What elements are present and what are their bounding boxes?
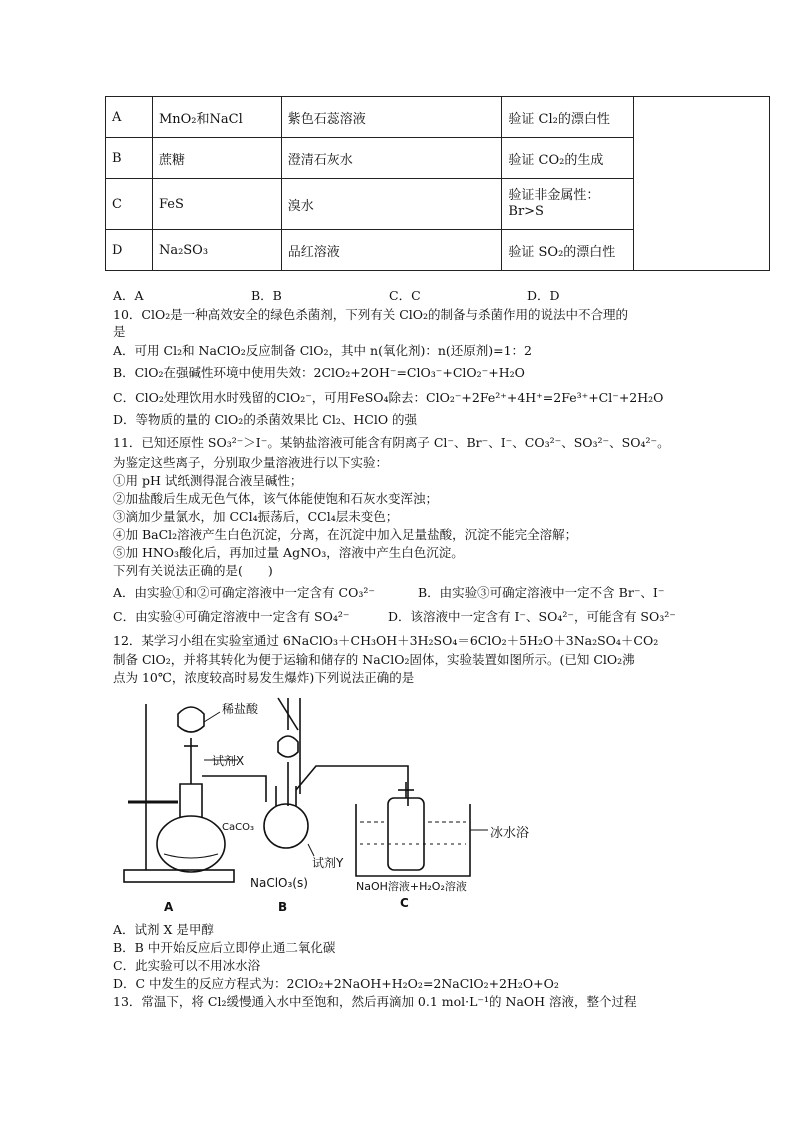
option-letter: B <box>106 138 153 179</box>
q11-choice-c[interactable]: C．由实验④可确定溶液中一定含有 SO₄²⁻ <box>113 609 350 624</box>
q12-choice-b[interactable]: B．B 中开始反应后立即停止通二氧化碳 <box>113 940 336 955</box>
q12-choice-d[interactable]: D．C 中发生的反应方程式为：2ClO₂+2NaOH+H₂O₂=2NaClO₂+2H₂O+O₂ <box>113 976 559 991</box>
option-letter: D <box>106 230 153 271</box>
solution-cell: 澄清石灰水 <box>281 138 502 179</box>
apparatus-figure <box>118 694 538 922</box>
q13-stem: 13．常温下，将 Cl₂缓慢通入水中至饱和，然后再滴加 0.1 mol·L⁻¹的 NaOH 溶液，整个过程 <box>113 994 637 1009</box>
label-solution: NaOH溶液+H₂O₂溶液 <box>356 880 467 893</box>
label-naclo3: NaClO₃(s) <box>250 876 308 890</box>
purpose-cell: 验证 CO₂的生成 <box>502 138 634 179</box>
q11-stem: 11．已知还原性 SO₃²⁻＞I⁻。某钠盐溶液可能含有阴离子 Cl⁻、Br⁻、I⁻、CO₃²⁻、SO₃²⁻、SO₄²⁻。 <box>113 435 670 450</box>
label-b: B <box>278 900 288 914</box>
apparatus-drawing <box>118 694 538 922</box>
blank-cell <box>634 97 770 271</box>
reagent-cell: Na₂SO₃ <box>152 230 281 271</box>
q12-stem-cont2: 点为 10℃，浓度较高时易发生爆炸)下列说法正确的是 <box>113 670 415 685</box>
option-letter: C <box>106 179 153 230</box>
q11-ask: 下列有关说法正确的是( ) <box>113 563 273 578</box>
q11-stem-cont: 为鉴定这些离子，分别取少量溶液进行以下实验： <box>113 455 389 470</box>
options-table <box>105 96 770 271</box>
q10-stem: 10．ClO₂是一种高效安全的绿色杀菌剂，下列有关 ClO₂的制备与杀菌作用的说法中不合理的 <box>113 307 629 322</box>
q9-choices <box>113 287 665 304</box>
choice-a[interactable]: A．A <box>113 288 144 303</box>
solution-cell: 溴水 <box>281 179 502 230</box>
q10-choice-c[interactable]: C．ClO₂处理饮用水时残留的ClO₂⁻，可用FeSO₄除去：ClO₂⁻+2Fe²⁺+4H⁺=2Fe³⁺+Cl⁻+2H₂O <box>113 390 664 405</box>
choice-b[interactable]: B．B <box>251 288 282 303</box>
label-a: A <box>164 900 174 914</box>
q11-exp-2: ②加盐酸后生成无色气体，该气体能使饱和石灰水变浑浊； <box>113 491 439 506</box>
q11-exp-3: ③滴加少量氯水，加 CCl₄振荡后，CCl₄层未变色； <box>113 509 399 524</box>
label-hcl: 稀盐酸 <box>222 702 259 716</box>
solution-cell: 紫色石蕊溶液 <box>281 97 502 138</box>
q10-choice-d[interactable]: D．等物质的量的 ClO₂的杀菌效果比 Cl₂、HClO 的强 <box>113 412 418 427</box>
label-reagent-y: 试剂Y <box>312 856 344 870</box>
table-row <box>106 97 770 138</box>
reagent-cell: FeS <box>152 179 281 230</box>
choice-c[interactable]: C．C <box>389 288 421 303</box>
q12-choice-a[interactable]: A．试剂 X 是甲醇 <box>113 922 214 937</box>
choice-d[interactable]: D．D <box>527 288 560 303</box>
q11-exp-1: ①用 pH 试纸测得混合液呈碱性； <box>113 473 303 488</box>
q12-stem-cont: 制备 ClO₂，并将其转化为便于运输和储存的 NaClO₂固体，实验装置如图所示。(已知 ClO₂沸 <box>113 652 635 667</box>
q12-stem: 12．某学习小组在实验室通过 6NaClO₃＋CH₃OH＋3H₂SO₄＝6ClO₂＋5H₂O＋3Na₂SO₄＋CO₂ <box>113 633 659 648</box>
q10-stem-cont: 是 <box>113 324 126 339</box>
purpose-cell: 验证非金属性：Br>S <box>502 179 634 230</box>
q11-choice-b[interactable]: B．由实验③可确定溶液中一定不含 Br⁻、I⁻ <box>418 585 665 600</box>
reagent-cell: MnO₂和NaCl <box>152 97 281 138</box>
label-c: C <box>400 896 409 910</box>
q10-choice-a[interactable]: A．可用 Cl₂和 NaClO₂反应制备 ClO₂，其中 n(氧化剂)：n(还原剂)=1：2 <box>113 343 533 358</box>
q11-exp-4: ④加 BaCl₂溶液产生白色沉淀，分离，在沉淀中加入足量盐酸，沉淀不能完全溶解； <box>113 527 578 542</box>
q12-choice-c[interactable]: C．此实验可以不用冰水浴 <box>113 958 261 973</box>
purpose-cell: 验证 Cl₂的漂白性 <box>502 97 634 138</box>
solution-cell: 品红溶液 <box>281 230 502 271</box>
purpose-cell: 验证 SO₂的漂白性 <box>502 230 634 271</box>
label-caco3: CaCO₃ <box>222 822 254 833</box>
reagent-cell: 蔗糖 <box>152 138 281 179</box>
q11-choices-ab <box>113 584 664 601</box>
q11-choice-d[interactable]: D．该溶液中一定含有 I⁻、SO₄²⁻，可能含有 SO₃²⁻ <box>388 609 676 624</box>
label-ice-bath: 冰水浴 <box>490 826 530 841</box>
label-reagent-x: 试剂X <box>212 754 245 768</box>
q11-exp-5: ⑤加 HNO₃酸化后，再加过量 AgNO₃，溶液中产生白色沉淀。 <box>113 545 464 560</box>
q10-choice-b[interactable]: B．ClO₂在强碱性环境中使用失效：2ClO₂+2OH⁻=ClO₃⁻+ClO₂⁻+H₂O <box>113 365 525 380</box>
option-letter: A <box>106 97 153 138</box>
q11-choice-a[interactable]: A．由实验①和②可确定溶液中一定含有 CO₃²⁻ <box>113 585 375 600</box>
q11-choices-cd <box>113 608 676 625</box>
